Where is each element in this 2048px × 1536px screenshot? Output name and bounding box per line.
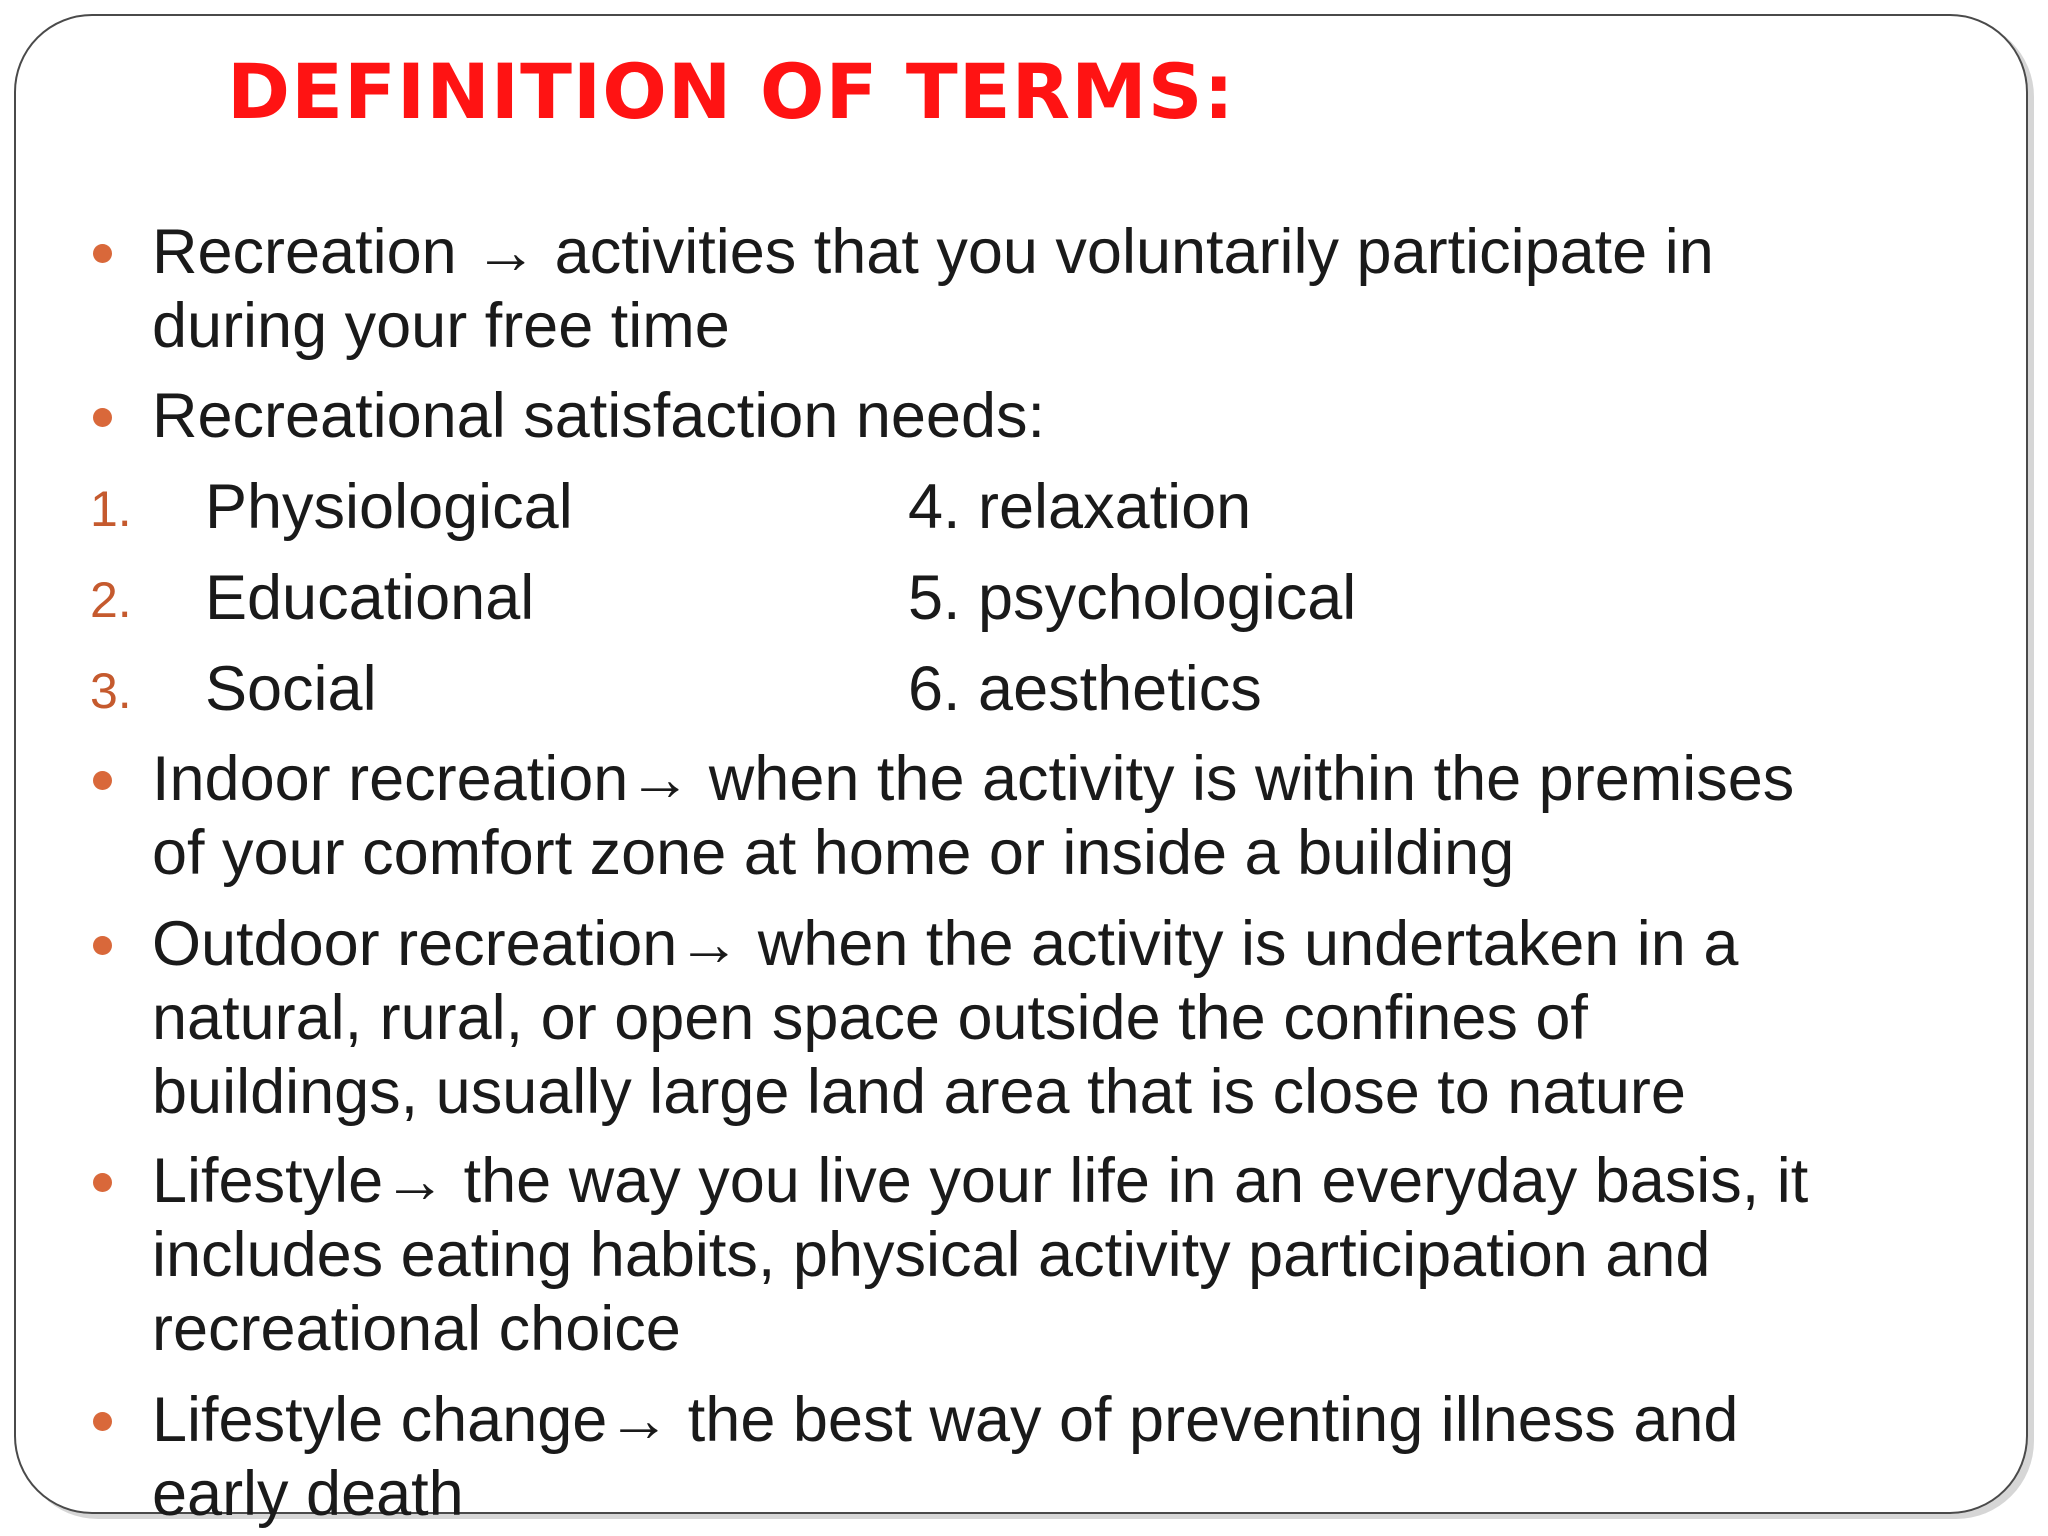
bullet-outdoor-line-2: natural, rural, or open space outside the confines of [152,983,1588,1053]
bullet-lifestyle-line-3: recreational choice [152,1294,681,1364]
need-item-aesthetics: 6. aesthetics [908,654,1262,724]
bullet-marker [93,1412,112,1431]
bullet-outdoor-line-3: buildings, usually large land area that is close to nature [152,1057,1686,1127]
bullet-lifestyle-line-2: includes eating habits, physical activity participation and [152,1220,1711,1290]
bullet-marker [93,936,112,955]
need-number-1: 1. [90,481,132,537]
bullet-outdoor-line-1: Outdoor recreation→ when the activity is undertaken in a [152,909,1739,979]
bullet-marker [93,771,112,790]
need-number-3: 3. [90,663,132,719]
bullet-marker [93,1173,112,1192]
need-item-relaxation: 4. relaxation [908,472,1252,542]
need-item-psychological: 5. psychological [908,563,1357,633]
bullet-marker [93,408,112,427]
bullet-lifestyle-change-line-2: early death [152,1459,464,1529]
bullet-indoor-line-1: Indoor recreation→ when the activity is within the premises [152,744,1795,814]
bullet-lifestyle-line-1: Lifestyle→ the way you live your life in an everyday basis, it [152,1146,1809,1216]
need-item-educational: Educational [205,563,535,633]
bullet-recreation-line-1: Recreation → activities that you voluntarily participate in [152,217,1714,287]
slide-title: DEFINITION OF TERMS: [227,47,1235,136]
bullet-lifestyle-change-line-1: Lifestyle change→ the best way of preventing illness and [152,1385,1739,1455]
bullet-satisfaction-needs: Recreational satisfaction needs: [152,381,1046,451]
need-number-2: 2. [90,572,132,628]
bullet-recreation-line-2: during your free time [152,291,730,361]
bullet-indoor-line-2: of your comfort zone at home or inside a building [152,818,1515,888]
need-item-physiological: Physiological [205,472,573,542]
bullet-marker [93,244,112,263]
need-item-social: Social [205,654,377,724]
